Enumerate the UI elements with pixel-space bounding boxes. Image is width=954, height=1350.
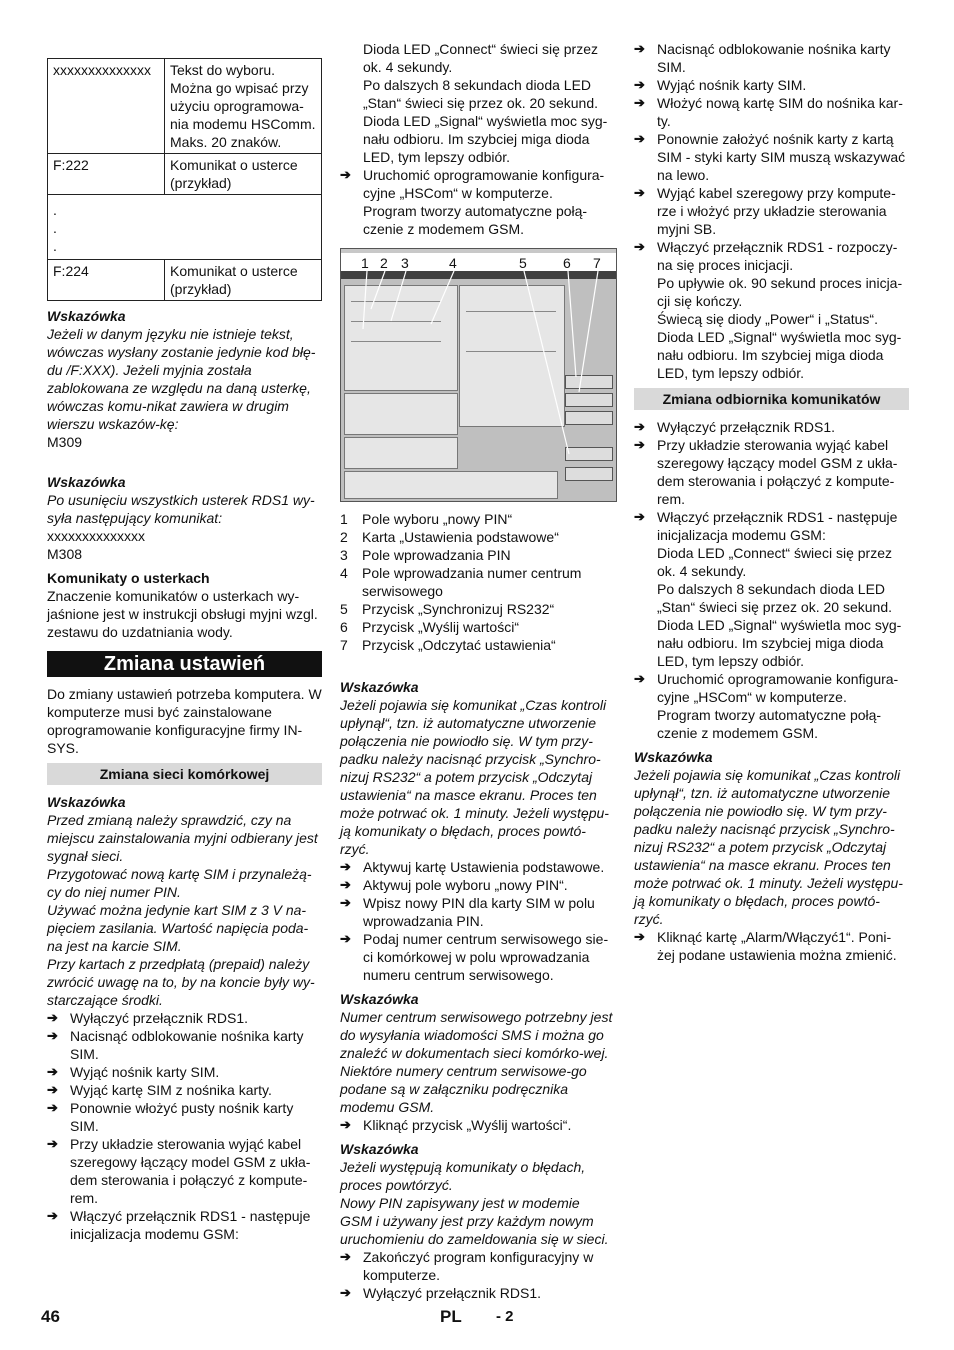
step-item	[634, 40, 909, 76]
step-text: Wyłączyć przełącznik RDS1.	[363, 1285, 542, 1301]
callout-number: 6	[563, 255, 571, 271]
callout-number: 4	[449, 255, 457, 271]
step-item	[634, 238, 909, 274]
paragraph: Dioda LED „Signal“ wyświetla moc syg-nału odbioru. Im szybciej miga dioda LED, tym lepszy odbiór.	[363, 113, 608, 165]
step-text: Ponownie włożyć pusty nośnik karty SIM.	[70, 1100, 294, 1134]
step-text: Kliknąć kartę „Alarm/Włączyć1“. Poni-żej podane ustawienia można zmienić.	[657, 929, 897, 963]
paragraph: Dioda LED „Connect“ świeci się przez ok. 4 sekundy.	[363, 41, 598, 75]
arrow-icon: ➔	[340, 859, 351, 874]
step-text: Zakończyć program konfiguracyjny w komputerze.	[363, 1249, 594, 1283]
step-item	[47, 1135, 322, 1207]
page-subnumber-text: - 2	[496, 1308, 514, 1325]
note-text: Numer centrum serwisowego potrzebny jest do wysyłania wiadomości SMS i można go znaleźć w dokumentach sieci komórko-wej. Niektóre numery centrum serwisowe-go podane są w załączniku podręcznika modemu GSM.	[340, 1009, 613, 1115]
callout-line	[431, 271, 454, 324]
arrow-icon: ➔	[634, 95, 645, 110]
note-heading: Wskazówka	[340, 679, 419, 695]
column-1	[47, 40, 322, 1243]
step-item	[634, 94, 909, 130]
note-text: Używać można jedynie kart SIM z 3 V na-pięciem zasilania. Wartość napięcia poda-na jest na karcie SIM.	[47, 902, 309, 954]
note-text: Po usunięciu wszystkich usterek RDS1 wy-syła następujący komunikat:	[47, 492, 315, 526]
callout-line	[579, 271, 598, 392]
step-item	[340, 1248, 615, 1284]
step-item	[47, 1099, 322, 1135]
legend-number: 3	[340, 547, 348, 563]
arrow-icon: ➔	[340, 895, 351, 910]
step-text: Włączyć przełącznik RDS1 - następuje inicjalizacja modemu GSM:	[70, 1208, 311, 1242]
legend-text: Przycisk „Odczytać ustawienia“	[362, 637, 556, 653]
step-text: Uruchomić oprogramowanie konfigura-cyjne „HSCom“ w komputerze.	[363, 167, 605, 201]
table-row	[48, 195, 322, 260]
paragraph: Po dalszych 8 sekundach dioda LED „Stan“ świeci się przez ok. 20 sekund.	[363, 77, 598, 111]
callout-number: 7	[593, 255, 601, 271]
paragraph: Do zmiany ustawień potrzeba komputera. W komputerze musi być zainstalowane oprogramowanie konfiguracyjne firmy IN-SYS.	[47, 686, 322, 756]
step-text: Aktywuj kartę Ustawienia podstawowe.	[363, 859, 605, 875]
step-item	[340, 166, 615, 202]
step-text: Podaj numer centrum serwisowego sie-ci komórkowej w polu wprowadzania numeru centrum serwisowego.	[363, 931, 609, 983]
callout-line	[371, 271, 385, 309]
step-text: Wyjąć kartę SIM z nośnika karty.	[70, 1082, 272, 1098]
paragraph: Dioda LED „Signal“ wyświetla moc syg-nału odbioru. Im szybciej miga dioda LED, tym lepszy odbiór.	[657, 329, 902, 381]
step-item	[47, 1081, 322, 1099]
subsection-heading: Zmiana sieci komórkowej	[47, 763, 322, 785]
table-cell: F:224	[48, 260, 165, 301]
arrow-icon: ➔	[47, 1082, 58, 1097]
callout-number: 3	[401, 255, 409, 271]
subsection-heading: Zmiana odbiornika komunikatów	[634, 388, 909, 410]
legend-text: Pole wprowadzania numer centrum serwisowego	[362, 565, 582, 599]
note-text: Jeżeli występują komunikaty o błędach, proces powtórzyć.	[340, 1159, 586, 1193]
table-row	[48, 260, 322, 301]
code-text: M309	[47, 434, 83, 450]
arrow-icon: ➔	[634, 41, 645, 56]
step-text: Wyjąć nośnik karty SIM.	[70, 1064, 220, 1080]
arrow-icon: ➔	[634, 131, 645, 146]
note-text: Przygotować nową kartę SIM i przynależą-cy do niej numer PIN.	[47, 866, 312, 900]
paragraph: Dioda LED „Connect“ świeci się przez ok. 4 sekundy.	[657, 545, 892, 579]
step-text: Przy układzie sterowania wyjąć kabel szeregowy łączący model GSM z ukła-dem sterowania i połączyć z kompute-rem.	[657, 437, 898, 507]
note-text: Jeżeli w danym języku nie istnieje tekst, wówczas wysłany zostanie jedynie kod błę-du /F:XXX). Jeżeli myjnia została zablokowana ze względu na daną usterkę, wówczas komu-nikat zawiera w drugim wierszu wskazów-kę:	[47, 326, 316, 432]
arrow-icon: ➔	[634, 929, 645, 944]
step-item	[634, 418, 909, 436]
table-cell: F:222	[48, 154, 165, 195]
note-heading: Wskazówka	[634, 749, 713, 765]
column-2	[340, 40, 615, 1302]
step-text: Wyłączyć przełącznik RDS1.	[657, 419, 836, 435]
page-number: 46	[41, 1307, 60, 1326]
section-heading: Komunikaty o usterkach	[47, 570, 210, 586]
arrow-icon: ➔	[340, 877, 351, 892]
legend-item	[340, 618, 615, 636]
software-screenshot	[340, 248, 617, 502]
legend-item	[340, 636, 615, 654]
table-cell: . . .	[48, 195, 322, 260]
step-item	[634, 670, 909, 706]
step-item	[340, 1116, 615, 1134]
note-heading: Wskazówka	[47, 794, 126, 810]
note-heading: Wskazówka	[340, 1141, 419, 1157]
step-text: Włączyć przełącznik RDS1 - rozpoczy-na się proces inicjacji.	[657, 239, 898, 273]
table-cell: Tekst do wyboru. Można go wpisać przy użyciu oprogramowa-nia modemu HSComm. Maks. 20 znaków.	[165, 59, 322, 154]
step-item	[340, 858, 615, 876]
legend-text: Przycisk „Synchronizuj RS232“	[362, 601, 555, 617]
arrow-icon: ➔	[340, 167, 351, 182]
table-row	[48, 154, 322, 195]
paragraph: Po dalszych 8 sekundach dioda LED „Stan“ świeci się przez ok. 20 sekund.	[657, 581, 892, 615]
step-item	[340, 876, 615, 894]
step-item	[340, 930, 615, 984]
paragraph: Świecą się diody „Power“ i „Status“.	[657, 311, 878, 327]
arrow-icon: ➔	[340, 1285, 351, 1300]
arrow-icon: ➔	[47, 1136, 58, 1151]
step-item	[47, 1207, 322, 1243]
callout-line	[363, 271, 367, 329]
arrow-icon: ➔	[634, 185, 645, 200]
step-text: Kliknąć przycisk „Wyślij wartości“.	[363, 1117, 572, 1133]
table-cell: xxxxxxxxxxxxxx	[48, 59, 165, 154]
arrow-icon: ➔	[634, 437, 645, 452]
legend-text: Pole wprowadzania PIN	[362, 547, 511, 563]
column-3	[634, 40, 909, 964]
legend-text: Przycisk „Wyślij wartości“	[362, 619, 519, 635]
step-text: Nacisnąć odblokowanie nośnika karty SIM.	[657, 41, 891, 75]
note-heading: Wskazówka	[47, 474, 126, 490]
step-text: Włączyć przełącznik RDS1 - następuje inicjalizacja modemu GSM:	[657, 509, 898, 543]
legend-text: Pole wyboru „nowy PIN“	[362, 511, 513, 527]
arrow-icon: ➔	[47, 1028, 58, 1043]
step-item	[340, 1284, 615, 1302]
callout-line	[568, 271, 576, 377]
legend-item	[340, 600, 615, 618]
legend-number: 4	[340, 565, 348, 581]
step-item	[634, 76, 909, 94]
code-text: M308	[47, 546, 83, 562]
legend-number: 7	[340, 637, 348, 653]
arrow-icon: ➔	[634, 77, 645, 92]
table-cell: Komunikat o usterce (przykład)	[165, 260, 322, 301]
note-text: Przy kartach z przedpłatą (prepaid) należy zwrócić uwagę na to, by na koncie były wy-starczające środki.	[47, 956, 315, 1008]
note-text: Jeżeli pojawia się komunikat „Czas kontroli upłynął“, tzn. iż automatyczne utworzenie połączenia nie powiodło się. W tym przy-padku należy nacisnąć przycisk „Synchro-nizuj RS232“ a potem przycisk „Odczytaj ustawienia“ na masce ekranu. Proces ten może potrwać ok. 1 minuty. Jeżeli występu-ją komunikaty o błędach, proces powtó-rzyć.	[340, 697, 609, 857]
callout-number: 5	[519, 255, 527, 271]
step-item	[47, 1063, 322, 1081]
step-text: Aktywuj pole wyboru „nowy PIN“.	[363, 877, 568, 893]
note-text: Jeżeli pojawia się komunikat „Czas kontroli upłynął“, tzn. iż automatyczne utworzenie połączenia nie powiodło się. W tym przy-padku należy nacisnąć przycisk „Synchro-nizuj RS232“ a potem przycisk „Odczytaj ustawienia“ na masce ekranu. Proces ten może potrwać ok. 1 minuty. Jeżeli występu-ją komunikaty o błędach, proces powtó-rzyć.	[634, 767, 903, 927]
note-text: Nowy PIN zapisywany jest w modemie GSM i używany jest przy każdym nowym uruchomieniu do zameldowania się w sieci.	[340, 1195, 609, 1247]
step-item	[340, 894, 615, 930]
table-row	[48, 59, 322, 154]
arrow-icon: ➔	[634, 239, 645, 254]
step-item	[47, 1027, 322, 1063]
step-text: Wyłączyć przełącznik RDS1.	[70, 1010, 249, 1026]
arrow-icon: ➔	[47, 1208, 58, 1223]
step-text: Nacisnąć odblokowanie nośnika karty SIM.	[70, 1028, 304, 1062]
step-item	[634, 184, 909, 238]
legend-item	[340, 510, 615, 528]
legend-number: 2	[340, 529, 348, 545]
paragraph: Program tworzy automatyczne połą-czenie z modemem GSM.	[657, 707, 882, 741]
arrow-icon: ➔	[340, 931, 351, 946]
step-item	[634, 508, 909, 544]
step-text: Uruchomić oprogramowanie konfigura-cyjne „HSCom“ w komputerze.	[657, 671, 899, 705]
language-code: PL	[440, 1307, 462, 1326]
step-item	[47, 1009, 322, 1027]
legend-number: 6	[340, 619, 348, 635]
note-heading: Wskazówka	[340, 991, 419, 1007]
note-heading: Wskazówka	[47, 308, 126, 324]
legend-text: Karta „Ustawienia podstawowe“	[362, 529, 559, 545]
arrow-icon: ➔	[634, 671, 645, 686]
paragraph: Po upływie ok. 90 sekund proces inicja-cji się kończy.	[657, 275, 903, 309]
step-item	[634, 130, 909, 184]
step-text: Wyjąć nośnik karty SIM.	[657, 77, 807, 93]
callout-line	[524, 271, 569, 454]
code-text: xxxxxxxxxxxxxx	[47, 528, 145, 544]
arrow-icon: ➔	[47, 1064, 58, 1079]
step-text: Przy układzie sterowania wyjąć kabel szeregowy łączący model GSM z ukła-dem sterowania i połączyć z kompute-rem.	[70, 1136, 311, 1206]
step-text: Włożyć nową kartę SIM do nośnika kar-ty.	[657, 95, 903, 129]
step-item	[634, 436, 909, 508]
legend-item	[340, 564, 615, 600]
page-subnumber	[496, 1308, 514, 1326]
arrow-icon: ➔	[634, 509, 645, 524]
note-text: Przed zmianą należy sprawdzić, czy na miejscu zainstalowania myjni odbierany jest sygnał sieci.	[47, 812, 318, 864]
arrow-icon: ➔	[47, 1010, 58, 1025]
paragraph: Znaczenie komunikatów o usterkach wy-jaśnione jest w instrukcji obsługi myjni wzgl. zestawu do uzdatniania wody.	[47, 588, 318, 640]
step-text: Wpisz nowy PIN dla karty SIM w polu wprowadzania PIN.	[363, 895, 595, 929]
legend-item	[340, 546, 615, 564]
arrow-icon: ➔	[47, 1100, 58, 1115]
arrow-icon: ➔	[340, 1249, 351, 1264]
callout-number: 1	[361, 255, 369, 271]
table-cell: Komunikat o usterce (przykład)	[165, 154, 322, 195]
chapter-banner: Zmiana ustawień	[47, 651, 322, 677]
legend-item	[340, 528, 615, 546]
step-item	[634, 928, 909, 964]
step-text: Ponownie założyć nośnik karty z kartą SIM - styki karty SIM muszą wskazywać na lewo.	[657, 131, 906, 183]
step-text: Wyjąć kabel szeregowy przy kompute-rze i włożyć przy układzie sterowania myjni SB.	[657, 185, 896, 237]
paragraph: Dioda LED „Signal“ wyświetla moc syg-nału odbioru. Im szybciej miga dioda LED, tym lepszy odbiór.	[657, 617, 902, 669]
legend-number: 1	[340, 511, 348, 527]
error-code-table	[47, 58, 322, 301]
paragraph: Program tworzy automatyczne połą-czenie z modemem GSM.	[363, 203, 588, 237]
callout-number: 2	[380, 255, 388, 271]
callout-lines	[341, 249, 616, 501]
legend-number: 5	[340, 601, 348, 617]
callout-line	[391, 271, 406, 321]
arrow-icon: ➔	[634, 419, 645, 434]
arrow-icon: ➔	[340, 1117, 351, 1132]
